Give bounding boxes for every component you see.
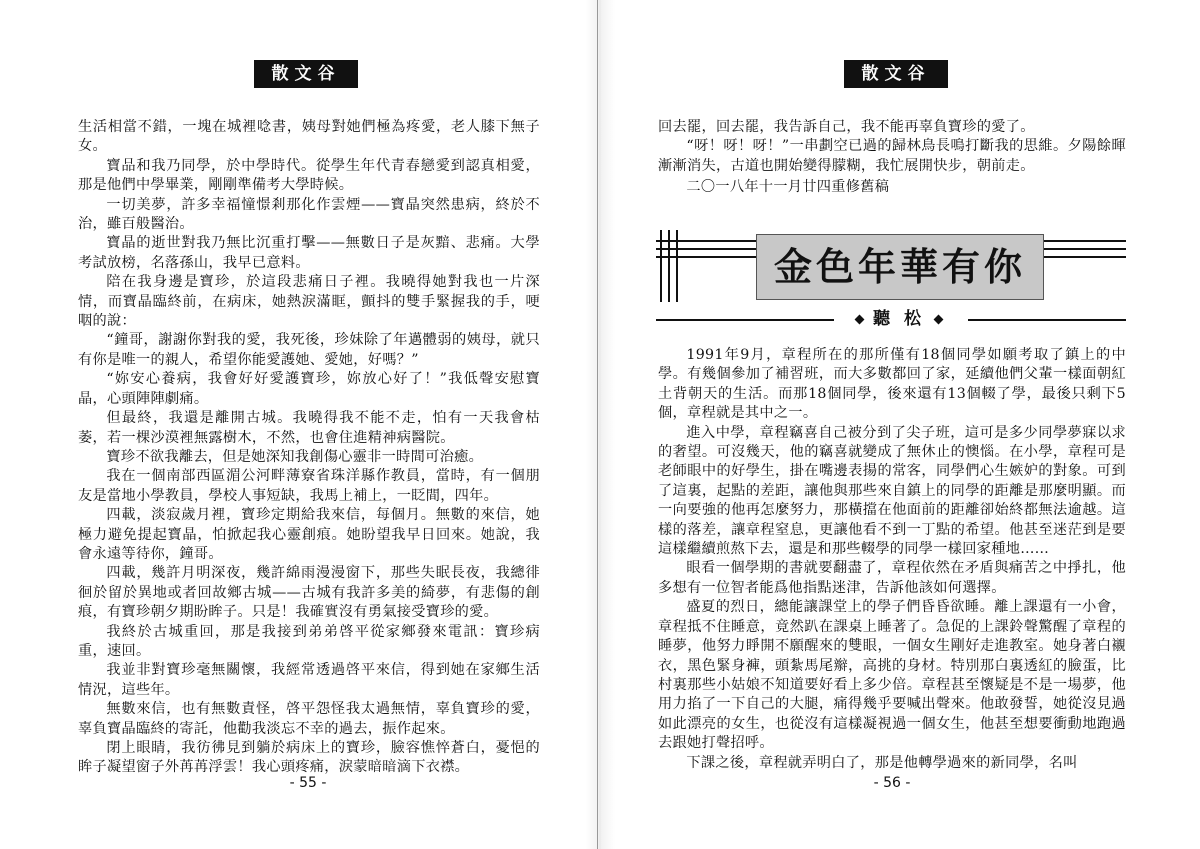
paragraph: 寶晶的逝世對我乃無比沉重打擊——無數日子是灰黯、悲痛。大學考試放榜，名落孫山，我早已意料。: [78, 235, 540, 271]
page-number: - 56 -: [873, 775, 911, 791]
right-page: [600, 0, 1200, 849]
paragraph: “呀！呀！呀！”一串劃空已過的歸林鳥長鳴打斷我的思維。夕陽餘暉漸漸消失，古道也開始變得朦糊，我忙展開快步，朝前走。: [658, 138, 1126, 174]
author-rule: [968, 319, 1126, 321]
title-rule: [676, 230, 678, 302]
left-body-text: [78, 118, 540, 778]
paragraph: 我在一個南部西區湄公河畔薄寮省珠洋縣作教員，當時，有一個朋友是當地小學教員，學校人事短缺，我馬上補上，一眨間，四年。: [78, 468, 540, 504]
author-rule: [656, 319, 834, 321]
section-header: 散文谷: [844, 60, 948, 88]
paragraph: “妳安心養病，我會好好愛護寶珍，妳放心好了！”我低聲安慰寶晶，心頭陣陣劇痛。: [78, 371, 540, 407]
story-body-text: [658, 346, 1126, 773]
paragraph: 四載，淡寂歲月裡，寶珍定期給我來信，每個月。無數的來信，她極力避免提起寶晶，怕掀起我心靈創痕。她盼望我早日回來。她說，我會永遠等待你，鐘哥。: [78, 507, 540, 562]
story-title-block: [656, 230, 1126, 340]
paragraph: 進入中學，章程竊喜自己被分到了尖子班，這可是多少同學夢寐以求的奢望。可沒幾天，他的竊喜就變成了無休止的懊惱。在小學，章程可是老師眼中的好學生，掛在嘴邊表揚的常客，同學們心生嫉妒的對象。可到了這裏，起點的差距，讓他與那些來自鎮上的同學的距離是那麼明顯。而一向要強的他再怎麼努力，那橫擋在他面前的距離卻始終都無法逾越。這樣的落差，讓章程窒息，更讓他看不到一丁點的希望。他甚至迷茫到是要這樣繼續煎熬下去，還是和那些輟學的同學一樣回家種地……: [658, 424, 1126, 558]
paragraph: 回去罷，回去罷，我告訴自己，我不能再辜負寶珍的愛了。: [658, 119, 1035, 135]
diamond-icon: [855, 315, 865, 325]
title-rule: [668, 230, 670, 302]
section-header: 散文谷: [254, 60, 358, 88]
paragraph: 眼看一個學期的書就要翻盡了，章程依然在矛盾與痛苦之中掙扎，他多想有一位智者能爲他指點迷津，告訴他該如何選擇。: [658, 560, 1126, 596]
diamond-icon: [934, 315, 944, 325]
paragraph: 我終於古城重回，那是我接到弟弟啓平從家鄉發來電訊：寶珍病重，速回。: [78, 623, 540, 659]
paragraph: 閉上眼睛，我彷彿見到躺於病床上的寶珍，臉容憔悴蒼白，憂悒的眸子凝望窗子外苒苒浮雲！我心頭疼痛，淚蒙暗暗滴下衣襟。: [78, 740, 540, 776]
paragraph: 寶品和我乃同學，於中學時代。從學生年代青春戀愛到認真相愛，那是他們中學畢業，剛剛準備考大學時候。: [78, 157, 540, 194]
paragraph: 陪在我身邊是寶珍，於這段悲痛日子裡。我曉得她對我也一片深情，而寶晶臨終前，在病床，她熱淚滿眶，顫抖的雙手緊握我的手，哽咽的說：: [78, 274, 540, 330]
paragraph: 盛夏的烈日，總能讓課堂上的學子們昏昏欲睡。離上課還有一小會，章程抵不住睡意，竟然趴在課桌上睡著了。急促的上課鈴聲驚醒了章程的睡夢，他努力睜開不願醒來的雙眼，一個女生剛好走進教室。她身著白襯衣，黑色緊身褲，頭紮馬尾辮，高挑的身材。特別那白裏透紅的臉蛋，比村裏那些小姑娘不知道要好看上多少倍。章程甚至懷疑是不是一場夢，他用力掐了一下自己的大腿，痛得幾乎要喊出聲來。他敢發誓，她從沒見過如此漂亮的女生，也從沒有這樣凝視過一個女生，他甚至想要衝動地跑過去跟她打聲招呼。: [658, 599, 1126, 752]
paragraph: “鐘哥，謝謝你對我的愛，我死後，珍妹除了年邁體弱的姨母，就只有你是唯一的親人，希望你能愛護她、愛她，好嗎？”: [78, 332, 540, 368]
left-page: [0, 0, 598, 849]
date-signature: 二〇一八年十一月廿四重修舊稿: [686, 179, 890, 196]
paragraph: 無數來信，也有無數責怪，啓平怨怪我太過無情，辜負寶珍的愛，辜負寶晶臨終的寄託，他勸我淡忘不幸的過去，振作起來。: [78, 701, 540, 737]
paragraph: 但最終，我還是離開古城。我曉得我不能不走，怕有一天我會枯萎，若一棵沙漠裡無露樹木，不然，也會住進精神病醫院。: [78, 410, 540, 446]
paragraph: 我並非對寶珍毫無關懷，我經常透過啓平來信，得到她在家鄉生活情況，這些年。: [78, 662, 540, 698]
paragraph: 1991年9月，章程所在的那所僅有18個同學如願考取了鎮上的中學。有幾個參加了補習班，而大多數都回了家，延續他們父輩一樣面朝紅土背朝天的生活。而那18個同學，後來還有13個輟了學，最後只剩下5個，章程就是其中之一。: [658, 347, 1126, 422]
story-title: 金色年華有你: [756, 234, 1044, 300]
title-rule: [660, 230, 662, 302]
page-number: - 55 -: [289, 775, 327, 791]
paragraph: 寶珍不欲我離去，但是她深知我創傷心靈非一時間可治癒。: [106, 448, 484, 465]
author-name: 聽 松: [873, 309, 925, 329]
paragraph: 生活相當不錯，一塊在城裡唸書，姨母對她們極為疼愛，老人膝下無子女。: [78, 119, 540, 155]
paragraph: 下課之後，章程就弄明白了，那是他轉學過來的新同學，名叫: [686, 754, 1078, 771]
author-line: [830, 304, 968, 334]
paragraph: 一切美夢，許多幸福憧憬剎那化作雲煙——寶晶突然患病，終於不治，雖百般醫治。: [78, 196, 540, 233]
right-body-text: [658, 118, 1126, 198]
paragraph: 四載，幾許月明深夜，幾許綿雨漫漫窗下，那些失眠長夜，我總徘徊於留於異地或者回故鄉古城——古城有我許多美的綺夢，有悲傷的創痕，有寶珍朝夕期盼眸子。只是！我確實沒有勇氣接受寶珍的愛。: [78, 565, 540, 621]
